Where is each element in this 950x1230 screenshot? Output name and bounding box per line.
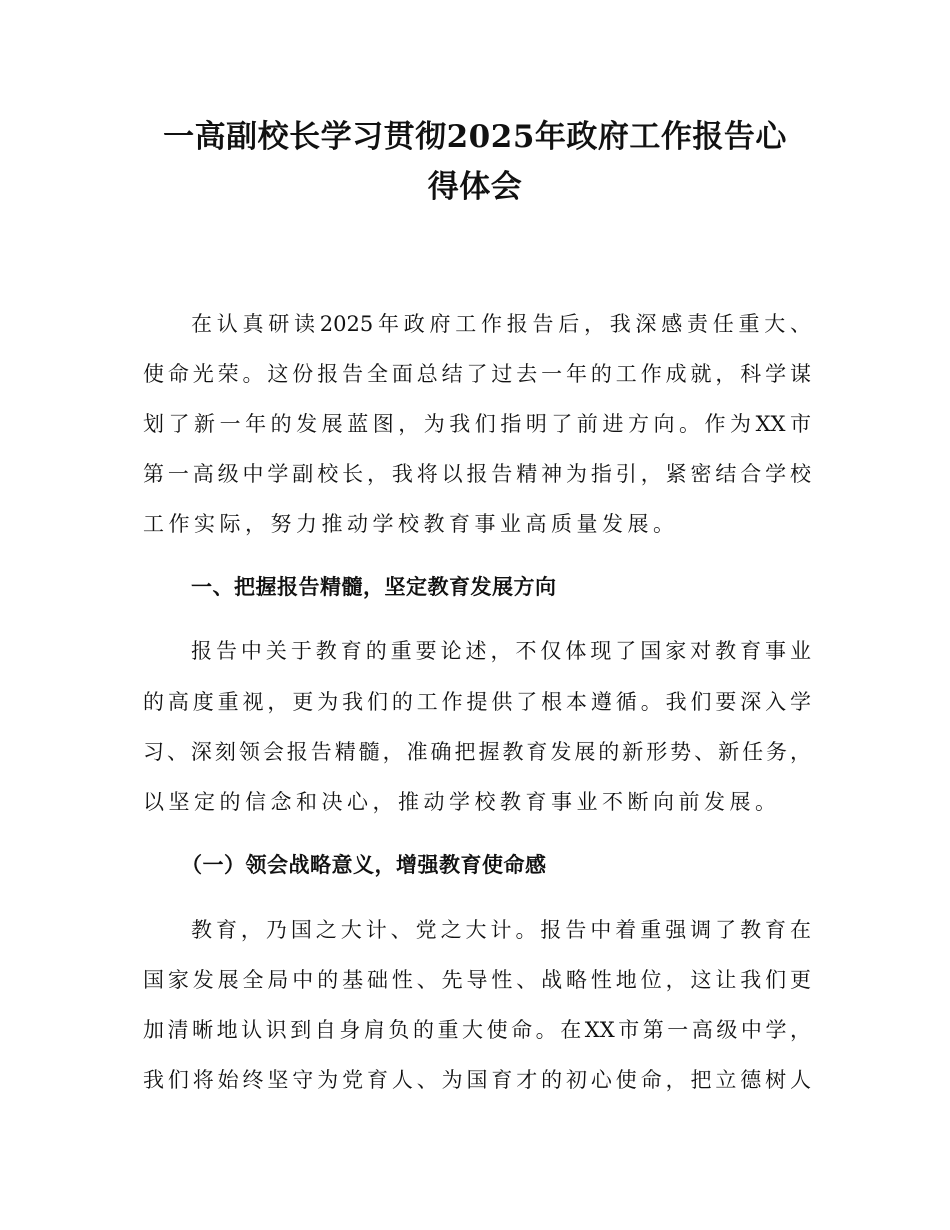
document-title-line-1: 一高副校长学习贯彻2025年政府工作报告心 — [163, 119, 787, 155]
subsection1-line-2: 国家发展全局中的基础性、先导性、战略性地位，这让我们更 — [143, 968, 811, 992]
intro-line-1: 在认真研读2025年政府工作报告后，我深感责任重大、 — [191, 312, 811, 336]
subsection1-line-1: 教育，乃国之大计、党之大计。报告中着重强调了教育在 — [191, 918, 811, 942]
subsection1-line-4: 我们将始终坚守为党育人、为国育才的初心使命，把立德树人 — [143, 1068, 811, 1092]
intro-line-5: 工作实际，努力推动学校教育事业高质量发展。 — [143, 512, 679, 536]
section1-line-1: 报告中关于教育的重要论述，不仅体现了国家对教育事业 — [191, 639, 811, 663]
section1-line-4: 以坚定的信念和决心，推动学校教育事业不断向前发展。 — [143, 790, 781, 814]
section-heading-1: 一、把握报告精髓，坚定教育发展方向 — [191, 575, 557, 599]
intro-line-4: 第一高级中学副校长，我将以报告精神为指引，紧密结合学校 — [143, 462, 811, 486]
document-title-line-2: 得体会 — [427, 169, 523, 205]
intro-line-2: 使命光荣。这份报告全面总结了过去一年的工作成就，科学谋 — [143, 362, 811, 386]
subsection1-line-3: 加清晰地认识到自身肩负的重大使命。在XX市第一高级中学， — [143, 1018, 811, 1042]
subsection-heading-1: （一）领会战略意义，增强教育使命感 — [181, 853, 547, 877]
section1-line-2: 的高度重视，更为我们的工作提供了根本遵循。我们要深入学 — [143, 690, 811, 714]
intro-line-3: 划了新一年的发展蓝图，为我们指明了前进方向。作为XX市 — [143, 412, 811, 436]
section1-line-3: 习、深刻领会报告精髓，准确把握教育发展的新形势、新任务， — [143, 740, 811, 764]
